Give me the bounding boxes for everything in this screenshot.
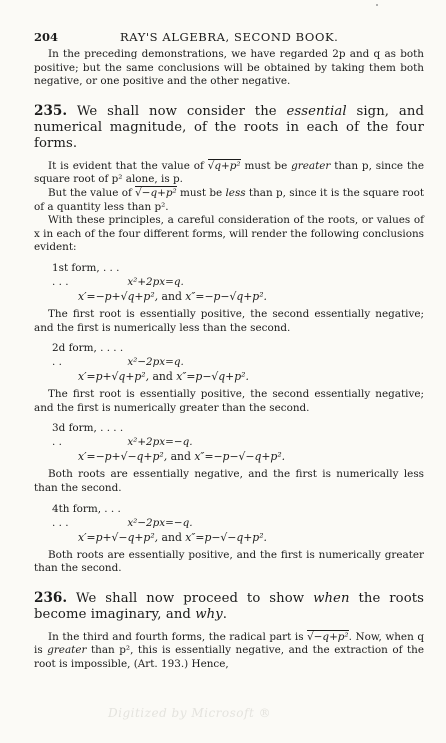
article-number: 236. <box>34 589 68 606</box>
form-label: 1st form, . . . . . . <box>52 261 120 288</box>
form-4-conclusion: Both roots are essentially positive, and the first is numerically greater than the second. <box>34 548 424 575</box>
book-page <box>34 30 424 671</box>
form-1-equation <box>34 261 424 289</box>
article-236 <box>34 590 424 623</box>
form-2-equation <box>34 341 424 369</box>
article-text: We shall now consider the essential sign, and numerical magnitude, of the roots in each of the four forms. <box>34 103 424 151</box>
speck <box>376 4 378 6</box>
radical-expression: √−q+p² <box>135 186 177 199</box>
form-1-roots: x′=−p+√q+p², and x″=−p−√q+p². <box>78 289 267 303</box>
form-equation: x²+2px=q. <box>127 275 184 288</box>
article-text: We shall now proceed to show when the roots become imaginary, and why. <box>34 590 425 622</box>
radical-expression: √q+p² <box>207 159 241 172</box>
article-number: 235. <box>34 102 68 119</box>
paragraph-greater: It is evident that the value of √q+p² must be greater than p, since the square root of p² alone, is p. <box>34 159 424 186</box>
form-4-roots: x′=p+√−q+p², and x″=p−√−q+p². <box>78 530 267 544</box>
watermark: Digitized by Microsoft ® <box>108 706 272 720</box>
form-3-conclusion: Both roots are essentially negative, and the first is numerically less than the second. <box>34 468 424 494</box>
form-2-roots: x′=p+√q+p², and x″=p−√q+p². <box>78 370 249 384</box>
page-number: 204 <box>34 30 59 44</box>
running-title: RAY'S ALGEBRA, SECOND BOOK. <box>120 30 339 44</box>
form-2-conclusion: The first root is essentially positive, the second essentially negative; and the first is numerically greater than the second. <box>34 388 424 414</box>
form-4-equation <box>34 502 424 530</box>
form-1-conclusion: The first root is essentially positive, the second essentially negative; and the first is numerically less than the second. <box>34 307 424 334</box>
article-235 <box>34 103 424 152</box>
form-3-equation <box>34 421 424 449</box>
paragraph-principles: With these principles, a careful consideration of the roots, or values of x in each of the four different forms, will render the following conclusions evident: <box>34 214 424 254</box>
radical-expression: √−q+p² <box>307 630 349 643</box>
paragraph-less: But the value of √−q+p² must be less than p, since it is the square root of a quantity less than p². <box>34 186 425 213</box>
form-equation: x²+2px=−q. <box>127 436 193 449</box>
form-label: 2d form, . . . . . . <box>52 342 124 369</box>
intro-paragraph: In the preceding demonstrations, we have regarded 2p and q as both positive; but the same conclusions will be obtained by taking them both negative, or one positive and the other negative. <box>34 48 424 88</box>
form-equation: x²−2px=−q. <box>127 516 193 529</box>
paragraph-imaginary: In the third and fourth forms, the radical part is √−q+p². Now, when q is greater than p², this is essentially negative, and the extraction of the root is impossible, (Art. 193.) Hence, <box>34 630 424 670</box>
form-label: 3d form, . . . . . . <box>52 422 124 449</box>
form-3-roots: x′=−p+√−q+p², and x″=−p−√−q+p². <box>78 450 286 464</box>
form-label: 4th form, . . . . . . <box>52 502 121 529</box>
running-header <box>34 30 424 48</box>
form-equation: x²−2px=q. <box>127 356 184 369</box>
